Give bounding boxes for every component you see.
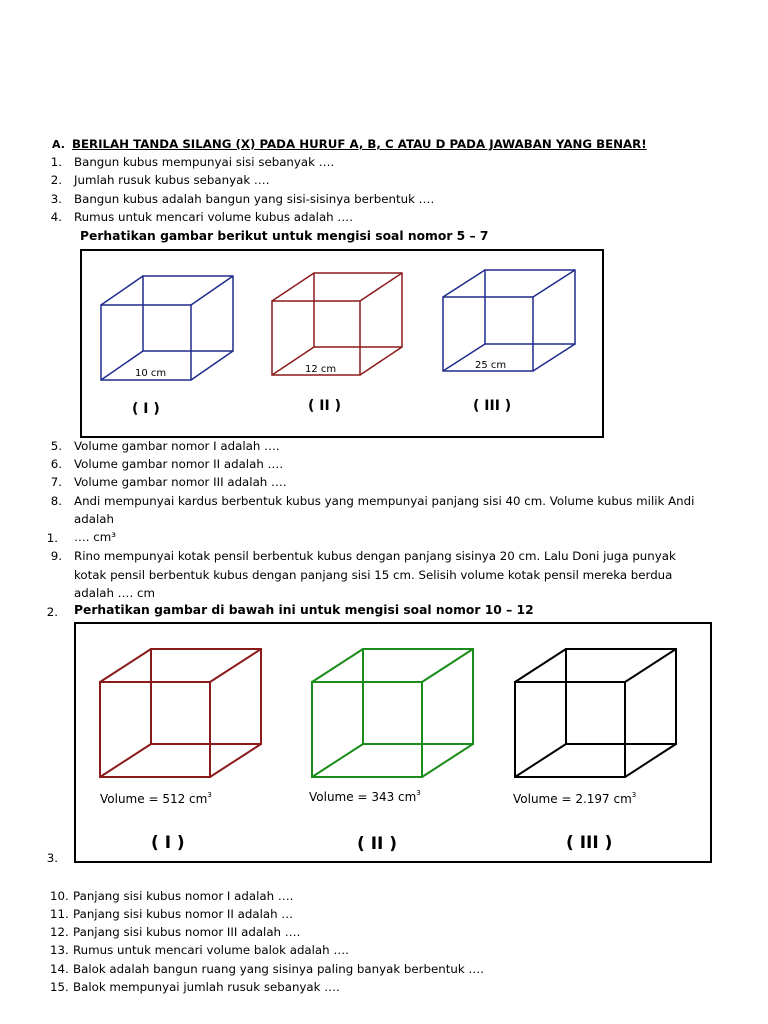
question-number: 2. [50, 173, 62, 187]
question-number: 13. [50, 943, 69, 957]
question-text-continued: adalah [74, 512, 114, 526]
cube-2-volume: Volume = 343 $cm^3$ [309, 789, 421, 804]
cube-1-roman: ( I ) [132, 401, 160, 417]
question-text: Balok adalah bangun ruang yang sisinya paling banyak berbentuk …. [73, 962, 484, 976]
question-text: Panjang sisi kubus nomor III adalah …. [73, 925, 301, 939]
question-text: Volume gambar nomor III adalah …. [74, 475, 287, 489]
cube-figure-2 [76, 624, 714, 865]
question-number: 11. [50, 907, 69, 921]
question-number: 12. [50, 925, 69, 939]
cube-1 [101, 276, 233, 380]
list-number: 3. [46, 851, 58, 865]
list-number: 1. [46, 531, 58, 545]
question-text: Jumlah rusuk kubus sebanyak …. [74, 173, 270, 187]
question-number: 14. [50, 962, 69, 976]
question-text: Bangun kubus adalah bangun yang sisi-sisinya berbentuk …. [74, 192, 435, 206]
question-number: 5. [50, 439, 62, 453]
figure-instruction: Perhatikan gambar di bawah ini untuk mengisi soal nomor 10 – 12 [74, 603, 534, 617]
question-text: Bangun kubus mempunyai sisi sebanyak …. [74, 155, 335, 169]
question-text: Rumus untuk mencari volume kubus adalah …. [74, 210, 353, 224]
question-number: 9. [50, 549, 62, 563]
question-text: Volume gambar nomor II adalah …. [74, 457, 284, 471]
cube-1 [100, 649, 261, 777]
cube-3-volume: Volume = 2.197 $cm^3$ [513, 791, 637, 806]
list-number: 2. [46, 605, 58, 619]
cube-2-roman: ( II ) [357, 834, 398, 854]
cube-3-roman: ( III ) [566, 833, 613, 853]
question-text: Panjang sisi kubus nomor II adalah … [73, 907, 294, 921]
question-text-continued: kotak pensil berbentuk kubus dengan panjang sisi 15 cm. Selisih volume kotak pensil mereka berdua [74, 568, 673, 582]
question-text: Volume gambar nomor I adalah …. [74, 439, 280, 453]
question-number: 4. [50, 210, 62, 224]
cube-3-side-label: 25 cm [475, 360, 507, 371]
cube-2 [312, 649, 473, 777]
question-text: Rino mempunyai kotak pensil berbentuk kubus dengan panjang sisinya 20 cm. Lalu Doni juga punyak [74, 549, 676, 563]
answer-blank: …. cm³ [74, 530, 117, 544]
section-title: BERILAH TANDA SILANG (X) PADA HURUF A, B, C ATAU D PADA JAWABAN YANG BENAR! [72, 137, 647, 151]
cube-3 [515, 649, 676, 777]
question-text: Andi mempunyai kardus berbentuk kubus yang mempunyai panjang sisi 40 cm. Volume kubus milik Andi [74, 494, 695, 508]
question-number: 6. [50, 457, 62, 471]
question-number: 1. [50, 155, 62, 169]
question-number: 7. [50, 475, 62, 489]
cube-2 [272, 273, 402, 375]
section-letter: A. [52, 138, 65, 151]
cube-1-side-label: 10 cm [135, 368, 167, 379]
question-text: Panjang sisi kubus nomor I adalah …. [73, 889, 294, 903]
question-number: 3. [50, 192, 62, 206]
cube-figure-1 [82, 251, 606, 440]
figure-box-2 [74, 622, 712, 863]
figure-instruction: Perhatikan gambar berikut untuk mengisi soal nomor 5 – 7 [80, 229, 489, 243]
question-text: Rumus untuk mencari volume balok adalah …. [73, 943, 349, 957]
question-number: 8. [50, 494, 62, 508]
cube-1-volume: Volume = 512 $cm^3$ [100, 791, 212, 806]
question-text: Balok mempunyai jumlah rusuk sebanyak …. [73, 980, 340, 994]
cube-3 [443, 270, 575, 371]
figure-box-1 [80, 249, 604, 438]
question-text-continued: adalah …. cm [74, 586, 155, 600]
question-number: 15. [50, 980, 69, 994]
question-number: 10. [50, 889, 69, 903]
cube-3-roman: ( III ) [473, 398, 512, 414]
cube-2-roman: ( II ) [308, 398, 341, 414]
cube-2-side-label: 12 cm [305, 364, 337, 375]
cube-1-roman: ( I ) [151, 833, 185, 853]
